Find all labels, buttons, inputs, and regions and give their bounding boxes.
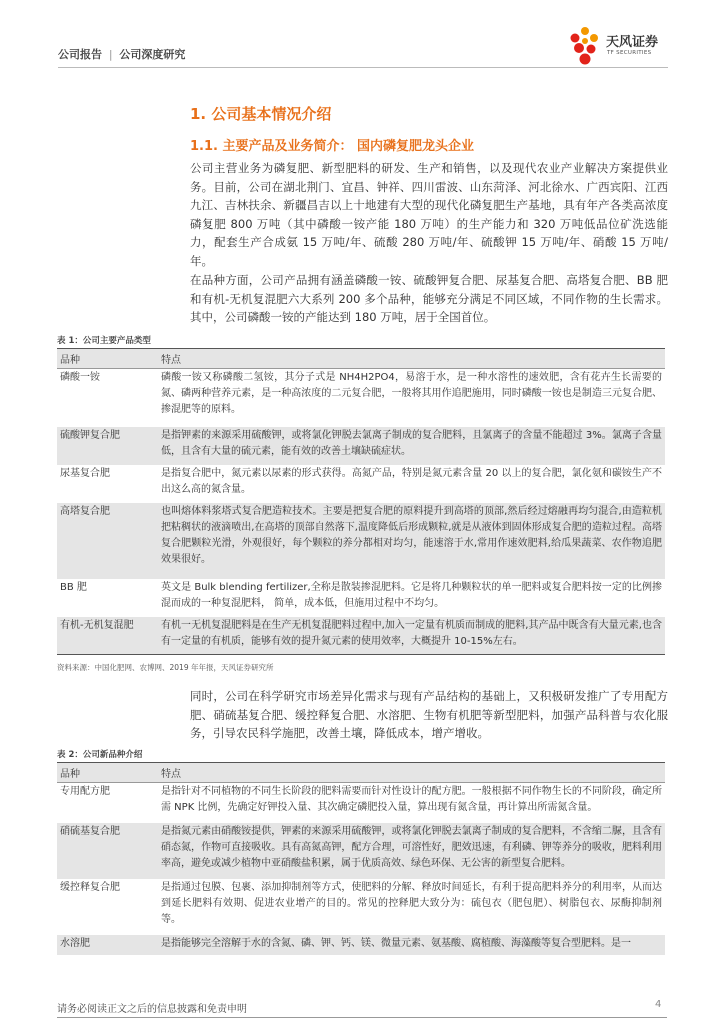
product-paragraph: 在品种方面，公司产品拥有涵盖磷酸一铵、硫酸钾复合肥、尿基复合肥、高塔复合肥、BB 肥和有机-无机复混肥六大系列 200 多个品种，能够充分满足不同区域，不同作物的生长需求。其中，公司磷酸一铵的产能达到 180 万吨，居于全国首位。 (190, 273, 668, 324)
product-name: 缓控释复合肥 (60, 881, 120, 893)
column-header: 品种 (57, 349, 158, 369)
product-name: 有机-无机复混肥 (57, 617, 158, 655)
table1-title: 表 1：公司主要产品类型 (57, 336, 151, 346)
product-desc: 也叫熔体料浆塔式复合肥造粒技术。主要是把复合肥的原料提升到高塔的顶部,然后经过熔融再均匀混合,由造粒机把粘稠状的液滴喷出,在高塔的顶部自然落下,温度降低后形成颗粒,就是从液体到固体形成复合肥的造粒过程。高塔复合肥颗粒光滑，外观很好，每个颗粒的养分都相对均匀，能速溶于水,常用作速效肥料,给瓜果蔬菜、农作物追肥效果很好。 (158, 503, 665, 579)
product-desc: 是指针对不同植物的不同生长阶段的肥料需要而针对性设计的配方肥。一般根据不同作物生长的不同阶段，确定所需 NPK 比例，先确定好钾投入量、其次确定磷肥投入量，算出现有氮含量，再计算出所需氮含量。 (161, 786, 662, 813)
report-subtype: 公司深度研究 (119, 48, 186, 61)
table-row (57, 783, 665, 823)
product-name: 尿基复合肥 (60, 467, 110, 479)
table-header-row (57, 763, 665, 783)
product-name: 磷酸一铵 (60, 372, 100, 383)
table2-title: 表 2：公司新品种介绍 (57, 750, 143, 760)
footer-rule (57, 1017, 667, 1018)
product-desc: 是指钾素的来源采用硫酸钾，或将氯化钾脱去氯离子制成的复合肥料，且氯离子的含量不能超过 3%。氯离子含量低，且含有大量的硫元素，能有效的改善土壤缺硫症状。 (158, 427, 665, 465)
table-row (57, 823, 665, 879)
page-number: 4 (655, 999, 662, 1010)
product-desc: 是指复合肥中，氮元素以尿素的形式获得。高氮产品，特别是氮元素含量 20 以上的复合肥，氯化氨和碳铵生产不出这么高的氮含量。 (161, 467, 662, 495)
product-desc: 有机一无机复混肥料是在生产无机复混肥料过程中,加入一定量有机质而制成的肥料,其产品中既含有大量元素,也含有一定量的有机质，能够有效的提升氮元素的使用效率，大概提升 10-15%左右。 (158, 617, 665, 655)
product-desc: 英文是 Bulk blending fertilizer,全称是散装掺混肥料。它是将几种颗粒状的单一肥料或复合肥料按一定的比例掺混而成的一种复混肥料， 简单，成本低，但施用过程中不均匀。 (161, 581, 662, 609)
product-desc: 是指能够完全溶解于水的含氮、磷、钾、钙、镁、微量元素、氨基酸、腐植酸、海藻酸等复合型肥料。是一 (158, 935, 665, 955)
product-name: 硫酸钾复合肥 (57, 427, 158, 465)
table-row (57, 427, 665, 465)
report-breadcrumb (58, 46, 185, 62)
table-row (57, 617, 665, 655)
product-name: BB 肥 (60, 581, 87, 593)
table1-source: 资料来源：中国化肥网、农博网、2019 年年报，天风证券研究所 (57, 663, 274, 672)
breadcrumb-separator: | (108, 48, 113, 61)
product-desc: 磷酸一铵又称磷酸二氢铵，其分子式是 NH4H2PO4，易溶于水，是一种水溶性的速效肥，含有花卉生长需要的氮、磷两种营养元素，是一种高浓度的二元复合肥，一般将其用作追肥施用，同时磷酸一铵也是制造三元复合肥、掺混肥等的原料。 (161, 372, 662, 415)
product-name: 硝硫基复合肥 (57, 823, 158, 879)
table-row (57, 465, 665, 503)
report-type: 公司报告 (58, 48, 102, 61)
table-row (57, 369, 665, 427)
product-name: 专用配方肥 (60, 786, 110, 797)
new-products-paragraph: 同时，公司在科学研究市场差异化需求与现有产品结构的基础上，又积极研发推广了专用配方肥、硝硫基复合肥、缓控释复合肥、水溶肥、生物有机肥等新型肥料，加强产品科普与农化服务，引导农民科学施肥，改善土壤，降低成本，增产增收。 (190, 689, 668, 740)
column-header: 特点 (158, 349, 665, 369)
intro-paragraph: 公司主营业务为磷复肥、新型肥料的研发、生产和销售，以及现代农业产业解决方案提供业务。目前，公司在湖北荆门、宜昌、钟祥、四川雷波、山东菏泽、河北徐水、广西宾阳、江西九江、吉林扶余、新疆昌吉以上十地建有大型的现代化磷复肥生产基地，具有年产各类高浓度磷复肥 800 万吨（其中磷酸一铵产能 180 万吨）的生产能力和 320 万吨低品位矿洗选能力，配套生产合成氨 15 万吨/年、硫酸 280 万吨/年、硫酸钾 15 万吨/年、硝酸 15 万吨/年。 (190, 161, 668, 268)
product-name: 水溶肥 (57, 935, 158, 955)
products-table (57, 348, 665, 655)
table-row (57, 935, 665, 955)
flower-logo-icon (566, 24, 604, 68)
subsection-heading: 1.1. 主要产品及业务简介： 国内磷复肥龙头企业 (190, 139, 475, 154)
table-row (57, 579, 665, 617)
brand-logo (566, 24, 676, 68)
product-name: 高塔复合肥 (57, 503, 158, 579)
table-row (57, 503, 665, 579)
footer-disclaimer: 请务必阅读正文之后的信息披露和免责申明 (57, 1004, 247, 1015)
column-header: 品种 (57, 763, 158, 783)
column-header: 特点 (158, 763, 665, 783)
table-row (57, 879, 665, 935)
brand-english: TF SECURITIES (607, 50, 652, 56)
section-heading: 1. 公司基本情况介绍 (190, 105, 332, 123)
brand-name: 天风证券 (606, 35, 659, 50)
new-products-table (57, 762, 665, 955)
table-header-row (57, 349, 665, 369)
product-desc: 是指氮元素由硝酸铵提供，钾素的来源采用硫酸钾，或将氯化钾脱去氯离子制成的复合肥料，不含缩二脲，且含有硝态氮，作物可直接吸收。具有高氮高钾，配方合理，可溶性好，肥效迅速，有利磷、钾等养分的吸收，肥料利用率高，避免或减少植物中亚硝酸盐积累，属于优质高效、绿色环保、无公害的新型复合肥料。 (158, 823, 665, 879)
product-desc: 是指通过包膜、包裹、添加抑制剂等方式，使肥料的分解、释放时间延长，有利于提高肥料养分的利用率，从而达到延长肥料有效期、促进农业增产的目的。常见的控释肥大致分为：硫包衣（肥包肥）、树脂包衣、尿酶抑制剂等。 (161, 881, 662, 925)
